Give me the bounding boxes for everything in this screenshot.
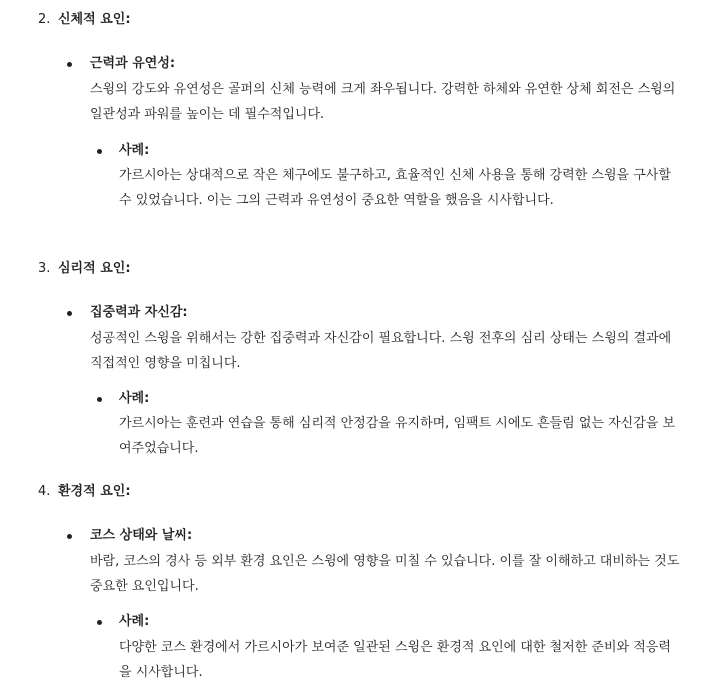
example-body: 다양한 코스 환경에서 가르시아가 보여준 일관된 스윙은 환경적 요인에 대한 철저한 준비와 적응력을 시사합니다. [119,640,671,680]
example-title: 사례: [119,614,150,629]
subsection-body: 성공적인 스윙을 위해서는 강한 집중력과 자신감이 필요합니다. 스윙 전후의 심리 상태는 스윙의 결과에 직접적인 영향을 미칩니다. [90,331,672,371]
bullet-icon [67,534,72,539]
bullet-icon [97,149,102,154]
bullet-icon [97,397,102,402]
example-body: 가르시아는 상대적으로 작은 체구에도 불구하고, 효율적인 신체 사용을 통해 강력한 스윙을 구사할 수 있었습니다. 이는 그의 근력과 유연성이 중요한 역할을 했음을 시사합니다. [119,168,671,208]
section-heading [38,10,131,30]
section-heading [38,259,131,279]
bullet-icon [67,62,72,67]
subsection-title: 집중력과 자신감: [90,305,188,320]
example-body: 가르시아는 훈련과 연습을 통해 심리적 안정감을 유지하며, 임팩트 시에도 흔들림 없는 자신감을 보여주었습니다. [119,416,676,456]
section-title: 환경적 요인: [58,484,131,499]
example-title: 사례: [119,143,150,158]
subsection-body: 바람, 코스의 경사 등 외부 환경 요인은 스윙에 영향을 미칠 수 있습니다. 이를 잘 이해하고 대비하는 것도 중요한 요인입니다. [90,554,680,594]
section-title: 신체적 요인: [58,12,131,27]
subsection-title: 근력과 유연성: [90,56,176,71]
subsection-title: 코스 상태와 날씨: [90,528,193,543]
bullet-icon [97,620,102,625]
subsection-body: 스윙의 강도와 유연성은 골퍼의 신체 능력에 크게 좌우됩니다. 강력한 하체와 유연한 상체 회전은 스윙의 일관성과 파워를 높이는 데 필수적입니다. [90,82,676,122]
section-heading [38,482,131,502]
section-number: 2. [38,12,51,27]
section-title: 심리적 요인: [58,261,131,276]
example-title: 사례: [119,391,150,406]
section-number: 4. [38,484,51,499]
section-number: 3. [38,261,51,276]
bullet-icon [67,311,72,316]
